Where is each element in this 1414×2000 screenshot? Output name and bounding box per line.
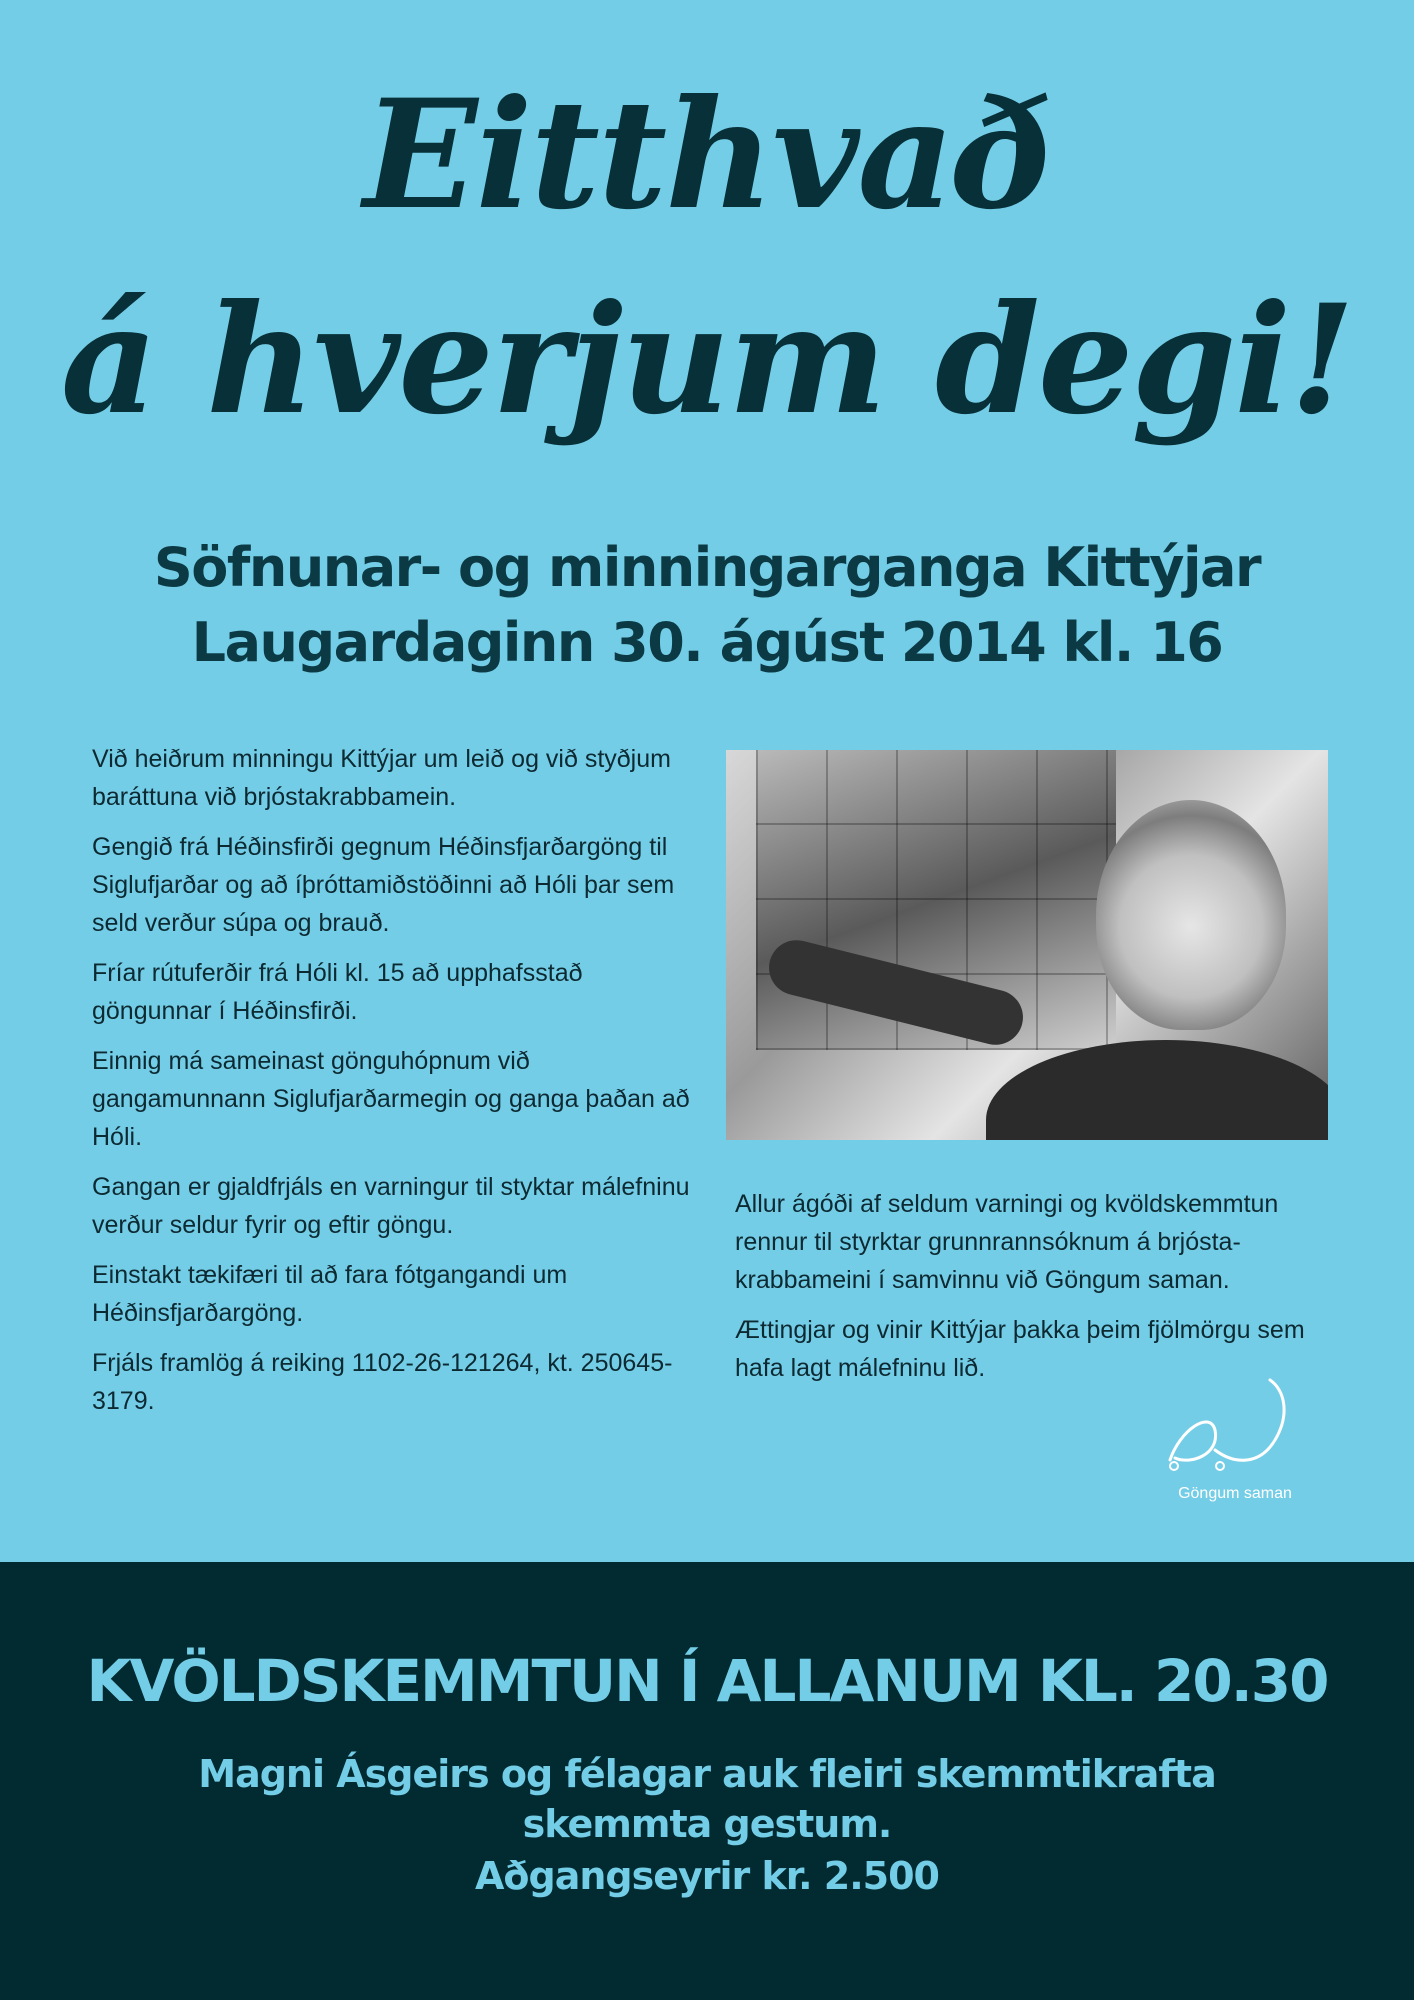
footer-banner: [0, 1562, 1414, 2000]
gongum-saman-logo-icon: [1160, 1370, 1310, 1480]
headline-line-1: Eitthvað: [363, 67, 1051, 243]
paragraph: Ættingjar og vinir Kittýjar þakka þeim fjölmörgu sem hafa lagt málefninu lið.: [735, 1316, 1305, 1382]
admission-price: Aðgangseyrir kr. 2.500: [475, 1854, 939, 1898]
photo-face: [1096, 800, 1286, 1030]
photo-body: [986, 1040, 1328, 1140]
performers-line-2: skemmta gestum.: [522, 1802, 892, 1846]
left-column: [92, 740, 692, 1432]
logo-text: Göngum saman: [1178, 1485, 1292, 1502]
paragraph: Einstakt tækifæri til að fara fótgangandi um Héðinsfjarðargöng.: [92, 1261, 568, 1327]
portrait-photo: [726, 750, 1328, 1140]
paragraph: Frjáls framlög á reiking 1102-26-121264, kt. 250645-3179.: [92, 1349, 673, 1415]
performers-line: Magni Ásgeirs og félagar auk fleiri skemmtikrafta: [198, 1752, 1216, 1796]
event-title: Söfnunar- og minningarganga Kittýjar: [153, 536, 1261, 599]
gongum-saman-logo: [1155, 1370, 1315, 1510]
paragraph: Einnig má sameinast gönguhópnum við gangamunnann Siglufjarðarmegin og ganga þaðan að Hóli.: [92, 1047, 690, 1151]
evening-event-title: KVÖLDSKEMMTUN Í ALLANUM KL. 20.30: [86, 1647, 1328, 1715]
headline-line-2: á hverjum degi!: [60, 272, 1354, 448]
paragraph: Gengið frá Héðinsfirði gegnum Héðinsfjarðargöng til Siglufjarðar og að íþróttamiðstöðinni að Hóli þar sem seld verður súpa og brauð.: [92, 833, 675, 937]
event-date: Laugardaginn 30. ágúst 2014 kl. 16: [191, 611, 1223, 674]
paragraph: Fríar rútuferðir frá Hóli kl. 15 að upphafsstað göngunnar í Héðinsfirði.: [92, 959, 583, 1025]
paragraph: Við heiðrum minningu Kittýjar um leið og við styðjum baráttuna við brjóstakrabbamein.: [92, 745, 671, 811]
right-column: [735, 1185, 1315, 1399]
paragraph: Allur ágóði af seldum varningi og kvöldskemmtun rennur til styrktar grunnrannsóknum á brjósta-krabbameini í samvinnu við Göngum saman.: [735, 1190, 1279, 1294]
paragraph: Gangan er gjaldfrjáls en varningur til styktar málefninu verður seldur fyrir og eftir göngu.: [92, 1173, 690, 1239]
